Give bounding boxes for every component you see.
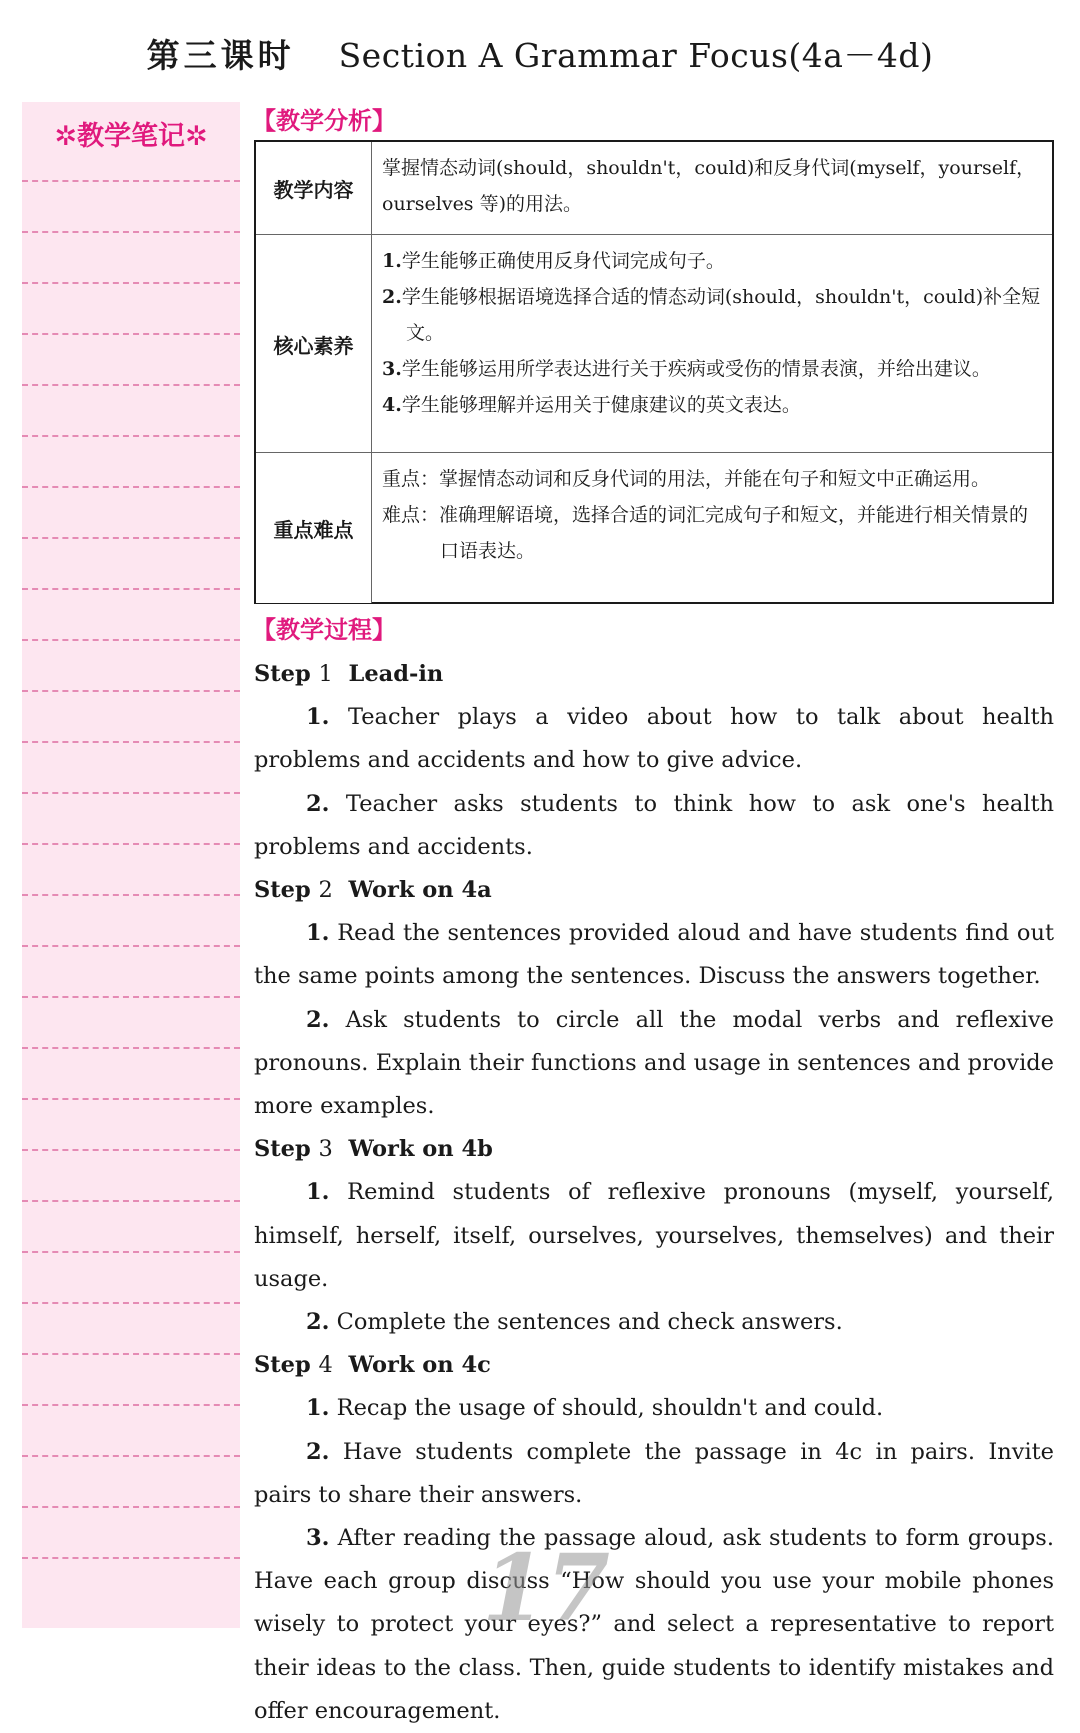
step-heading [254, 653, 1054, 696]
note-line [22, 537, 240, 539]
step-title: Work on 4b [348, 1136, 493, 1163]
para-number: 2. [306, 1438, 330, 1465]
note-line [22, 843, 240, 845]
step-paragraph [254, 1387, 1054, 1430]
note-line [22, 1455, 240, 1457]
note-line [22, 1149, 240, 1151]
key-point: 重点：掌握情态动词和反身代词的用法，并能在句子和短文中正确运用。 [382, 468, 991, 490]
para-number: 3. [306, 1525, 330, 1552]
note-line [22, 1098, 240, 1100]
lesson-title: Section A Grammar Focus(4a－4d) [338, 36, 934, 75]
para-text: Complete the sentences and check answers. [329, 1309, 843, 1336]
step-paragraph [254, 999, 1054, 1129]
row-heading: 核心素养 [256, 235, 372, 453]
list-item [382, 279, 1042, 351]
note-line [22, 486, 240, 488]
item-number: 3. [382, 358, 402, 380]
table-row [256, 234, 1052, 453]
para-number: 2. [306, 790, 330, 817]
step-heading [254, 869, 1054, 912]
para-number: 2. [306, 1309, 330, 1336]
step-word: Step [254, 877, 311, 904]
note-line [22, 588, 240, 590]
list-item [382, 351, 1042, 387]
step-title: Work on 4c [348, 1352, 491, 1379]
list-item [382, 387, 1042, 423]
step-title: Lead-in [348, 661, 444, 687]
row-content [382, 150, 1042, 222]
note-line [22, 435, 240, 437]
note-line [22, 1047, 240, 1049]
item-text: 学生能够正确使用反身代词完成句子。 [401, 250, 725, 272]
item-number: 4. [382, 394, 402, 416]
step-paragraph [254, 783, 1054, 869]
step-number: 1 [318, 661, 333, 687]
step-heading [254, 1128, 1054, 1171]
notes-title: ✲教学笔记✲ [54, 121, 208, 152]
process-body [254, 653, 1054, 1733]
para-text: Recap the usage of should, shouldn't and could. [329, 1395, 884, 1422]
step-paragraph [254, 1301, 1054, 1344]
note-line [22, 1557, 240, 1559]
step-paragraph [254, 912, 1054, 998]
note-line [22, 180, 240, 182]
table-row [256, 142, 1052, 234]
row-content [382, 461, 1042, 569]
item-number: 1. [382, 250, 402, 272]
para-text: Remind students of reflexive pronouns (myself, yourself, himself, herself, itself, ourselves, yourselves, themselves) and their usage. [254, 1179, 1054, 1292]
note-line [22, 894, 240, 896]
process-label: 【教学过程】 [252, 616, 396, 644]
analysis-label: 【教学分析】 [252, 107, 396, 135]
step-word: Step [254, 1352, 311, 1379]
note-line [22, 1404, 240, 1406]
step-paragraph [254, 696, 1054, 782]
step-paragraph [254, 1431, 1054, 1517]
note-line [22, 1353, 240, 1355]
note-line [22, 1200, 240, 1202]
row-heading: 重点难点 [256, 453, 372, 603]
note-line [22, 384, 240, 386]
content-text: 掌握情态动词(should，shouldn't，could)和反身代词(myself，yourself，ourselves 等)的用法。 [382, 157, 1036, 215]
note-line [22, 945, 240, 947]
notes-sidebar [22, 102, 240, 1628]
note-line [22, 1302, 240, 1304]
item-number: 2. [382, 286, 402, 308]
note-line [22, 1251, 240, 1253]
note-line [22, 792, 240, 794]
row-content [382, 243, 1042, 423]
item-text: 学生能够根据语境选择合适的情态动词(should，shouldn't，could)补全短文。 [401, 286, 1041, 344]
item-text: 学生能够理解并运用关于健康建议的英文表达。 [401, 394, 801, 416]
note-line [22, 333, 240, 335]
para-text: Teacher asks students to think how to ask one's health problems and accidents. [254, 790, 1054, 860]
table-row [256, 452, 1052, 603]
page-number: 17 [482, 1534, 611, 1642]
step-paragraph [254, 1517, 1054, 1733]
difficult-point: 难点：准确理解语境，选择合适的词汇完成句子和短文，并能进行相关情景的口语表达。 [382, 504, 1029, 562]
note-line [22, 741, 240, 743]
note-line [22, 996, 240, 998]
note-line [22, 690, 240, 692]
para-number: 1. [306, 1179, 330, 1206]
para-text: After reading the passage aloud, ask students to form groups. Have each group discuss “How should you use your mobile phones wisely to protect your eyes?” and select a representative to report their ideas to the class. Then, guide students to identify mistakes and offer encouragement. [254, 1525, 1054, 1724]
step-number: 3 [318, 1136, 333, 1163]
para-number: 1. [306, 704, 330, 731]
step-title: Work on 4a [348, 877, 492, 904]
note-line [22, 1506, 240, 1508]
page-title [0, 30, 1080, 77]
analysis-table [254, 140, 1054, 604]
para-text: Read the sentences provided aloud and have students find out the same points among the sentences. Discuss the answers together. [254, 920, 1054, 990]
step-heading [254, 1344, 1054, 1387]
list-item [382, 243, 1042, 279]
para-number: 1. [306, 1395, 330, 1422]
row-heading: 教学内容 [256, 142, 372, 234]
item-text: 学生能够运用所学表达进行关于疾病或受伤的情景表演，并给出建议。 [401, 358, 991, 380]
para-text: Teacher plays a video about how to talk about health problems and accidents and how to give advice. [254, 704, 1054, 774]
step-word: Step [254, 661, 311, 687]
para-text: Have students complete the passage in 4c in pairs. Invite pairs to share their answers. [254, 1438, 1054, 1508]
note-line [22, 282, 240, 284]
para-text: Ask students to circle all the modal verbs and reflexive pronouns. Explain their functions and usage in sentences and provide more examples. [254, 1006, 1054, 1120]
step-word: Step [254, 1136, 311, 1163]
step-number: 4 [318, 1352, 333, 1379]
step-number: 2 [318, 877, 333, 904]
note-line [22, 231, 240, 233]
para-number: 1. [306, 920, 330, 947]
lesson-number: 第三课时 [146, 36, 295, 75]
para-number: 2. [306, 1006, 330, 1033]
note-line [22, 639, 240, 641]
step-paragraph [254, 1171, 1054, 1301]
